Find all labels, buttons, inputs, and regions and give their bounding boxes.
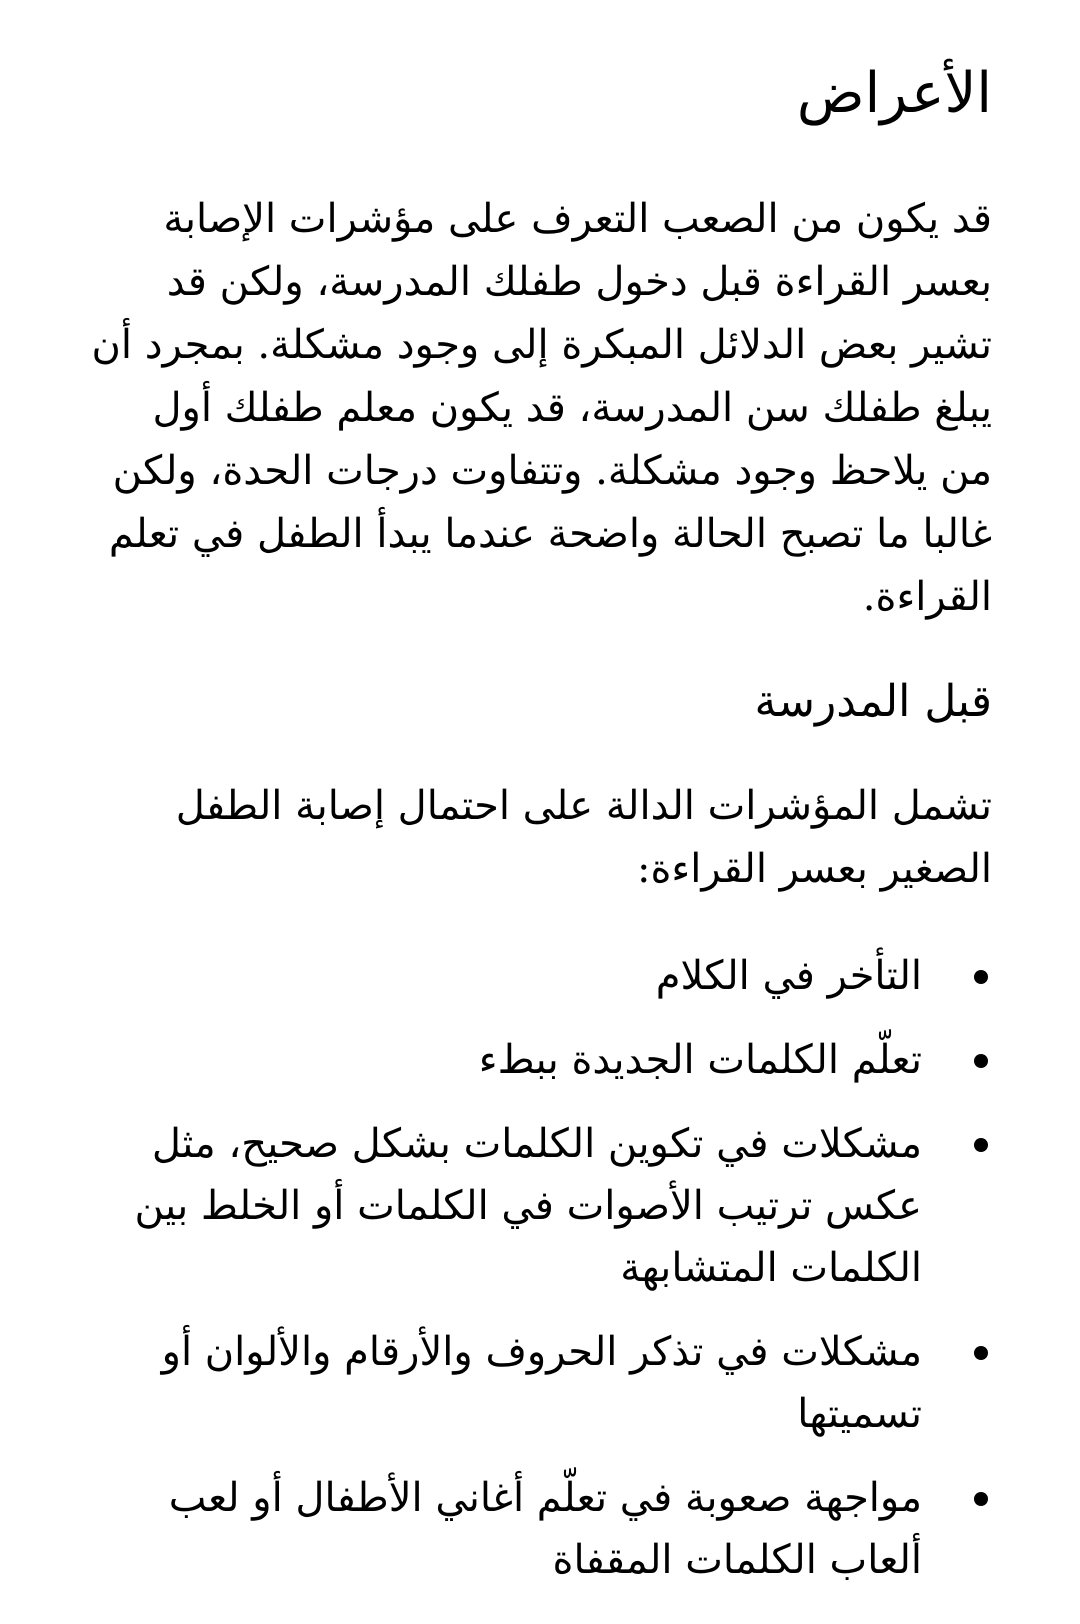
list-item-text: مشكلات في تكوين الكلمات بشكل صحيح، مثل عكس ترتيب الأصوات في الكلمات أو الخلط بين الكلمات المتشابهة — [134, 1121, 922, 1291]
list-item-text: تعلّم الكلمات الجديدة ببطء — [478, 1037, 922, 1083]
bullet-icon — [974, 1492, 988, 1506]
list-item — [90, 1113, 992, 1299]
page-title: الأعراض — [796, 61, 992, 126]
section-heading: قبل المدرسة — [754, 676, 992, 727]
list-item — [90, 1467, 992, 1591]
bullet-icon — [974, 970, 988, 984]
list-item-text: التأخر في الكلام — [655, 953, 922, 999]
symptom-list — [90, 945, 992, 1591]
list-item — [90, 945, 992, 1007]
bullet-icon — [974, 1138, 988, 1152]
list-item-text: مواجهة صعوبة في تعلّم أغاني الأطفال أو لعب ألعاب الكلمات المقفاة — [168, 1475, 922, 1583]
section-lead: تشمل المؤشرات الدالة على احتمال إصابة الطفل الصغير بعسر القراءة: — [175, 783, 992, 892]
intro-paragraph: قد يكون من الصعب التعرف على مؤشرات الإصابة بعسر القراءة قبل دخول طفلك المدرسة، ولكن قد تشير بعض الدلائل المبكرة إلى وجود مشكلة. بمجرد أن يبلغ طفلك سن المدرسة، قد يكون معلم طفلك أول من يلاحظ وجود مشكلة. وتتفاوت درجات الحدة، ولكن غالبا ما تصبح الحالة واضحة عندما يبدأ الطفل في تعلم القراءة. — [91, 196, 992, 620]
list-item-text: مشكلات في تذكر الحروف والأرقام والألوان أو تسميتها — [161, 1329, 922, 1437]
list-item — [90, 1321, 992, 1445]
bullet-icon — [974, 1346, 988, 1360]
bullet-icon — [974, 1054, 988, 1068]
list-item — [90, 1029, 992, 1091]
